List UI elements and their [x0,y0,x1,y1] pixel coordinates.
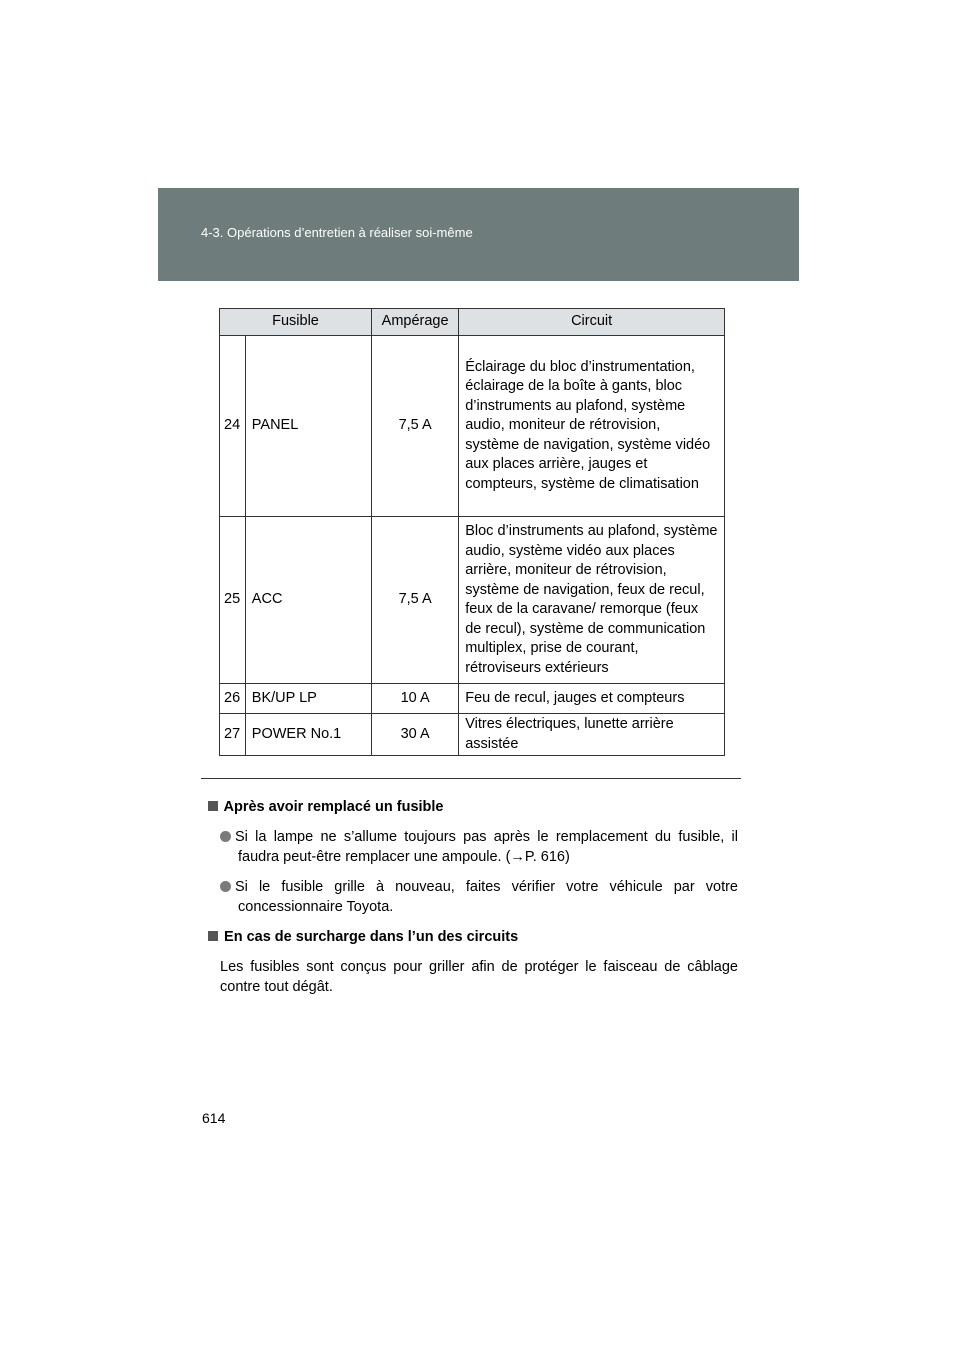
fuse-circuit: Bloc d’instruments au plafond, système audio, système vidéo aux places arrière, moniteur de rétrovision, système de navigation, feux de recul, feux de la caravane/ remorque (feux de recul), système de communication multiplex, prise de courant, rétroviseurs extérieurs [459,517,725,684]
circle-bullet-icon [220,881,231,892]
note-bullet-text: Si la lampe ne s’allume toujours pas après le remplacement du fusible, il faudra peut-être remplacer une ampoule. (→P. 616) [235,829,738,865]
fuse-number: 24 [220,336,246,517]
fuse-name: PANEL [245,336,371,517]
square-bullet-icon [208,801,218,811]
note-heading [208,797,738,817]
column-header-circuit: Circuit [459,309,725,336]
fuse-table [219,308,725,756]
section-title: 4-3. Opérations d’entretien à réaliser soi-même [201,225,473,240]
fuse-name: BK/UP LP [245,684,371,714]
fuse-name: POWER No.1 [245,714,371,756]
fuse-circuit: Éclairage du bloc d’instrumentation, éclairage de la boîte à gants, bloc d’instruments au plafond, système audio, moniteur de rétrovision, système de navigation, système vidéo aux places arrière, jauges et compteurs, système de climatisation [459,336,725,517]
table-row [220,684,725,714]
table-row [220,336,725,517]
note-bullet [220,877,738,917]
page-number: 614 [202,1110,226,1126]
circle-bullet-icon [220,831,231,842]
fuse-amperage: 30 A [372,714,459,756]
fuse-number: 26 [220,684,246,714]
fuse-name: ACC [245,517,371,684]
table-row [220,714,725,756]
fuse-amperage: 7,5 A [372,517,459,684]
fuse-amperage: 10 A [372,684,459,714]
fuse-amperage: 7,5 A [372,336,459,517]
note-heading-text: Après avoir remplacé un fusible [223,799,444,815]
column-header-amperage: Ampérage [372,309,459,336]
table-row [220,517,725,684]
notes-section [208,797,738,1007]
fuse-number: 25 [220,517,246,684]
square-bullet-icon [208,931,218,941]
note-bullet-text: Si le fusible grille à nouveau, faites vérifier votre véhicule par votre concessionnaire Toyota. [235,879,738,915]
note-heading-text: En cas de surcharge dans l’un des circuits [224,929,519,945]
divider [201,778,741,779]
fuse-circuit: Vitres électriques, lunette arrière assistée [459,714,725,756]
fuse-number: 27 [220,714,246,756]
note-heading [208,927,738,947]
table-header-row [220,309,725,336]
section-header [158,188,799,281]
note-bullet [220,827,738,867]
note-paragraph: Les fusibles sont conçus pour griller afin de protéger le faisceau de câblage contre tout dégât. [220,959,738,995]
fuse-circuit: Feu de recul, jauges et compteurs [459,684,725,714]
column-header-fuse: Fusible [220,309,372,336]
